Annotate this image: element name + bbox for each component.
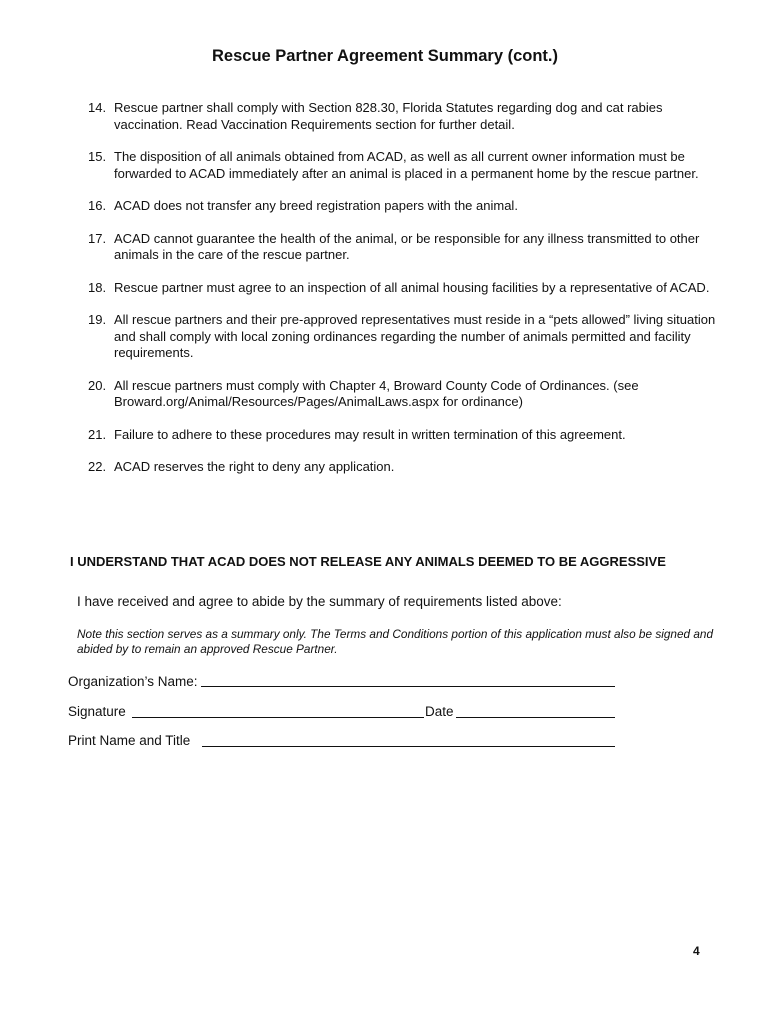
- item-number: 19.: [88, 312, 107, 327]
- item-text: ACAD cannot guarantee the health of the animal, or be responsible for any illness transmitted to other animals in the care of the rescue partner.: [114, 230, 700, 262]
- list-item: [88, 280, 718, 297]
- item-number: 22.: [88, 459, 107, 474]
- date-field[interactable]: [456, 717, 615, 718]
- item-number: 15.: [88, 149, 107, 164]
- page-number: 4: [693, 944, 700, 958]
- item-text: Failure to adhere to these procedures may result in written termination of this agreement.: [114, 426, 626, 442]
- item-text: Rescue partner shall comply with Section 828.30, Florida Statutes regarding dog and cat rabies vaccination. Read Vaccination Requirements section for further detail.: [114, 100, 663, 132]
- item-text: ACAD reserves the right to deny any application.: [114, 459, 395, 474]
- list-item: [88, 378, 718, 411]
- organization-name-field[interactable]: [201, 686, 615, 687]
- signature-label: Signature: [68, 704, 126, 719]
- item-number: 14.: [88, 100, 107, 115]
- item-text: The disposition of all animals obtained from ACAD, as well as all current owner information must be forwarded to ACAD immediately after an animal is placed in a permanent home by the rescue partner.: [114, 149, 699, 181]
- list-item: [88, 312, 718, 362]
- print-name-field[interactable]: [202, 746, 615, 747]
- page-title: Rescue Partner Agreement Summary (cont.): [212, 47, 558, 65]
- item-number: 18.: [88, 279, 107, 295]
- signature-field[interactable]: [132, 717, 424, 718]
- organization-label: Organization’s Name:: [68, 674, 198, 689]
- item-number: 17.: [88, 230, 107, 246]
- item-number: 16.: [88, 198, 107, 213]
- date-label: Date: [425, 704, 454, 719]
- requirements-list: [88, 100, 718, 476]
- list-item: [88, 149, 718, 182]
- list-item: [88, 427, 718, 444]
- agreement-statement: I have received and agree to abide by the summary of requirements listed above:: [77, 594, 562, 609]
- list-item: [88, 198, 718, 215]
- list-item: [88, 100, 718, 133]
- item-text: All rescue partners must comply with Chapter 4, Broward County Code of Ordinances. (see Broward.org/Animal/Resources/Pages/AnimalLaws.aspx for ordinance): [114, 377, 639, 409]
- item-number: 21.: [88, 426, 107, 442]
- item-text: All rescue partners and their pre-approved representatives must reside in a “pets allowed” living situation and shall comply with local zoning ordinances regarding the number of animals permitted and facility requirements.: [114, 312, 716, 360]
- item-text: Rescue partner must agree to an inspection of all animal housing facilities by a representative of ACAD.: [114, 279, 710, 295]
- item-number: 20.: [88, 377, 107, 393]
- aggressive-animals-warning: I UNDERSTAND THAT ACAD DOES NOT RELEASE ANY ANIMALS DEEMED TO BE AGGRESSIVE: [70, 554, 666, 569]
- summary-note: Note this section serves as a summary only. The Terms and Conditions portion of this application must also be signed and abided by to remain an approved Rescue Partner.: [77, 627, 714, 656]
- print-name-label: Print Name and Title: [68, 733, 191, 748]
- item-text: ACAD does not transfer any breed registration papers with the animal.: [114, 198, 518, 213]
- list-item: [88, 231, 718, 264]
- list-item: [88, 459, 718, 476]
